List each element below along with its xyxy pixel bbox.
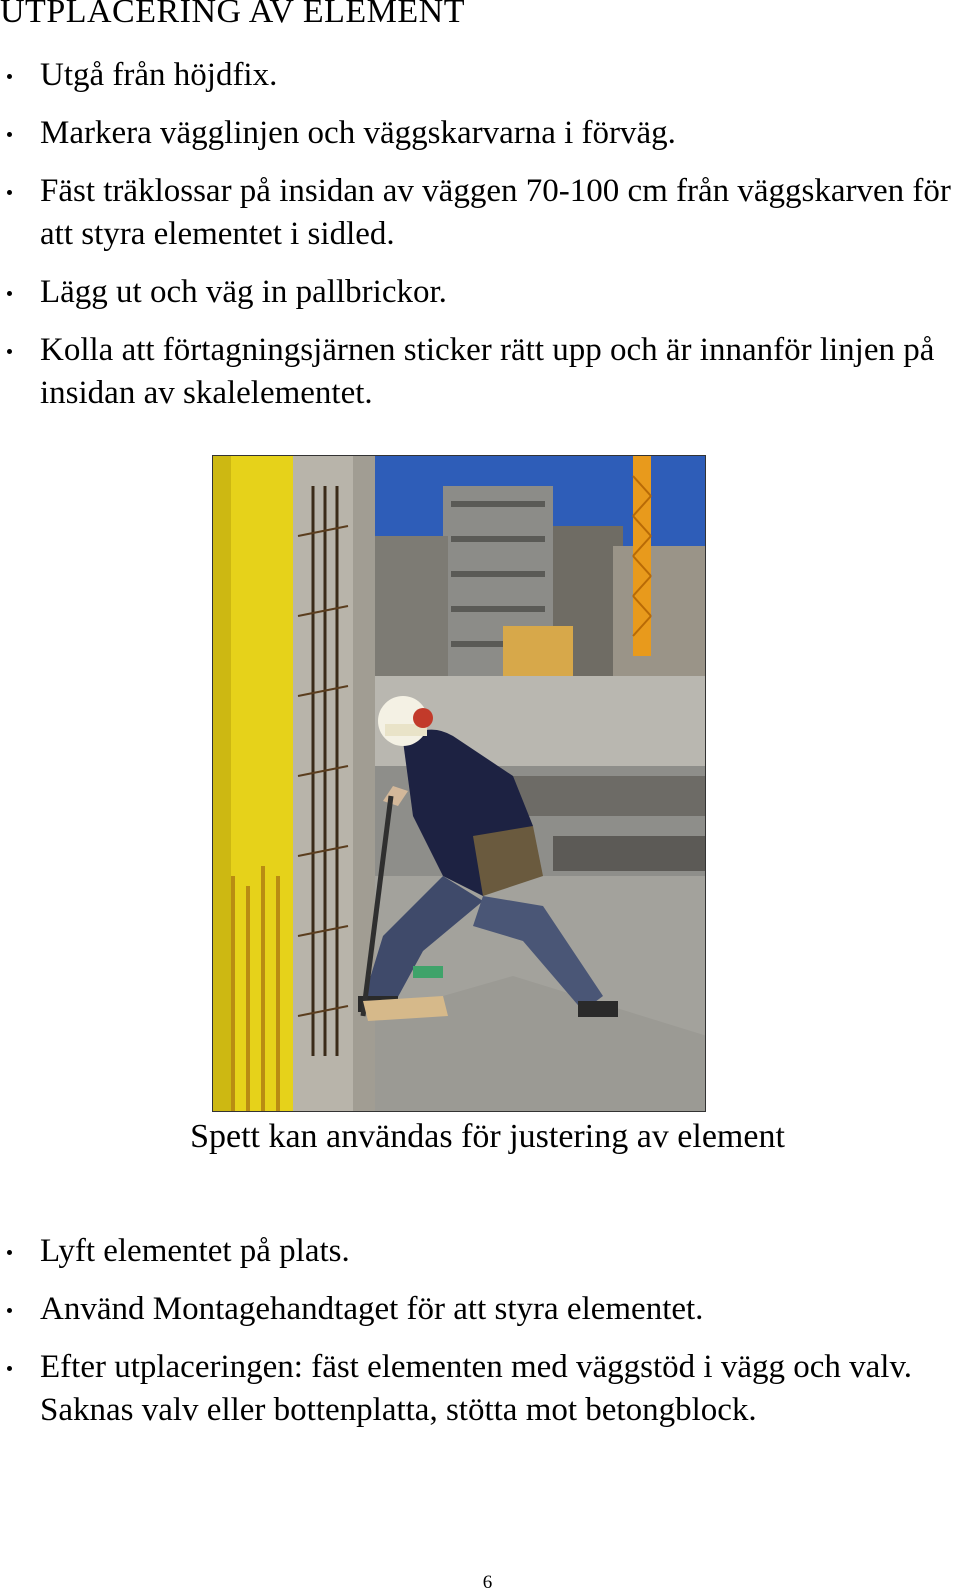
instruction-list-top — [0, 54, 960, 430]
bullet-icon — [7, 74, 12, 79]
list-item-text: Utgå från höjdfix. — [40, 57, 278, 93]
page-number: 6 — [482, 1572, 493, 1593]
bullet-icon — [7, 1366, 12, 1371]
list-item — [0, 329, 960, 415]
list-item — [0, 112, 960, 155]
instruction-list-bottom — [0, 1230, 960, 1447]
list-item — [0, 271, 960, 314]
list-item-text: Lägg ut och väg in pallbrickor. — [40, 274, 447, 310]
bullet-icon — [7, 349, 12, 354]
figure-caption: Spett kan användas för justering av element — [190, 1118, 785, 1155]
list-item-text: Kolla att förtagningsjärnen sticker rätt upp och är innanför linjen på insidan av skalelementet. — [40, 332, 935, 411]
list-item-text: Använd Montagehandtaget för att styra elementet. — [40, 1291, 704, 1327]
list-item-text: Lyft elementet på plats. — [40, 1233, 350, 1269]
list-item — [0, 1346, 960, 1432]
list-item — [0, 1288, 960, 1331]
page-heading: UTPLACERING AV ELEMENT — [0, 0, 465, 30]
list-item-text: Markera vägglinjen och väggskarvarna i förväg. — [40, 115, 676, 151]
bullet-icon — [7, 1250, 12, 1255]
list-item — [0, 54, 960, 97]
bullet-icon — [7, 132, 12, 137]
bullet-icon — [7, 1308, 12, 1313]
list-item — [0, 1230, 960, 1273]
bullet-icon — [7, 291, 12, 296]
list-item-text: Fäst träklossar på insidan av väggen 70-100 cm från väggskarven för att styra elementet i sidled. — [40, 173, 951, 252]
list-item-text: Efter utplaceringen: fäst elementen med väggstöd i vägg och valv. Saknas valv eller bottenplatta, stötta mot betongblock. — [40, 1349, 913, 1428]
construction-worker-photo — [212, 455, 706, 1112]
list-item — [0, 170, 960, 256]
bullet-icon — [7, 190, 12, 195]
